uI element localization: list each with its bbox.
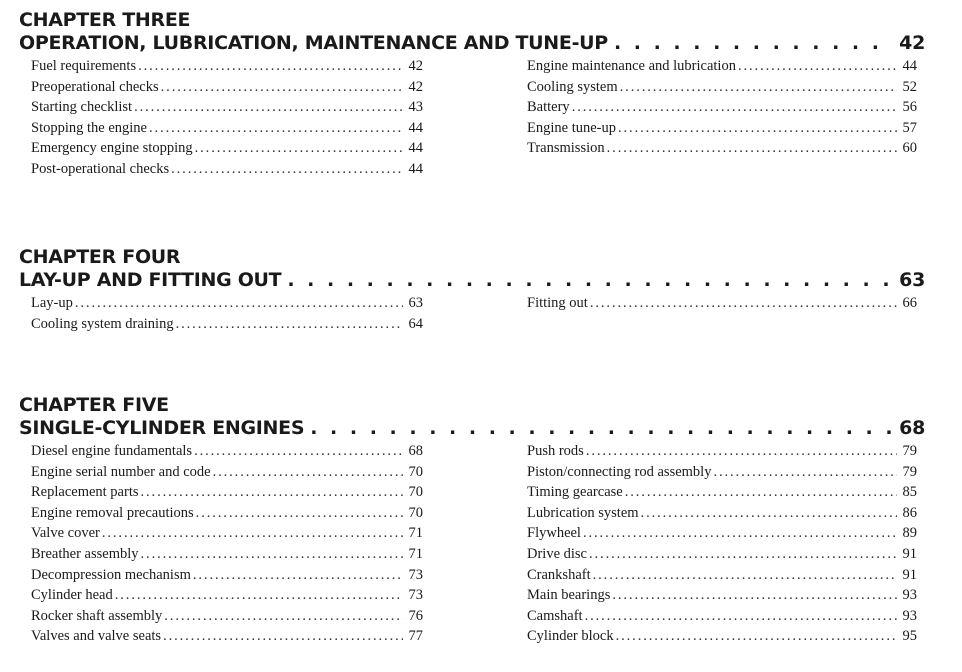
chapter-five bbox=[19, 394, 925, 647]
toc-entry-page: 71 bbox=[408, 545, 423, 562]
toc-entry-page: 52 bbox=[902, 78, 917, 95]
toc-entry-page: 86 bbox=[902, 504, 917, 521]
toc-entry[interactable] bbox=[527, 544, 917, 565]
toc-entry-page: 79 bbox=[902, 443, 917, 459]
toc-entry-page: 89 bbox=[902, 525, 917, 542]
toc-column-left bbox=[31, 56, 423, 180]
leader-dots bbox=[713, 462, 897, 483]
toc-entry[interactable] bbox=[527, 138, 917, 159]
toc-entry[interactable] bbox=[527, 503, 917, 524]
toc-entry-label: Preoperational checks bbox=[31, 78, 159, 95]
chapter-three bbox=[19, 9, 925, 180]
leader-dots bbox=[141, 482, 404, 503]
leader-dots bbox=[134, 97, 403, 118]
toc-entry[interactable] bbox=[31, 626, 423, 647]
toc-entry[interactable] bbox=[31, 138, 423, 159]
toc-entry-label: Flywheel bbox=[527, 525, 581, 542]
leader-dots bbox=[310, 416, 893, 440]
chapter-page: 68 bbox=[899, 417, 925, 439]
toc-entry-label: Lubrication system bbox=[527, 504, 639, 521]
leader-dots bbox=[213, 462, 403, 483]
toc-entry[interactable] bbox=[527, 626, 917, 647]
toc-entry-page: 44 bbox=[902, 58, 917, 74]
toc-entry-page: 76 bbox=[408, 607, 423, 624]
toc-entry-page: 42 bbox=[408, 78, 423, 95]
chapter-title-row[interactable] bbox=[19, 268, 925, 292]
chapter-number: CHAPTER THREE bbox=[19, 9, 191, 31]
toc-entry-label: Main bearings bbox=[527, 587, 611, 604]
leader-dots bbox=[141, 544, 403, 565]
chapter-number: CHAPTER FOUR bbox=[19, 246, 181, 268]
toc-entry-page: 93 bbox=[902, 607, 917, 624]
toc-entry[interactable] bbox=[31, 482, 423, 503]
toc-entry-page: 95 bbox=[902, 628, 917, 645]
chapter-four bbox=[19, 246, 925, 334]
toc-entry-label: Replacement parts bbox=[31, 484, 139, 501]
chapter-title: OPERATION, LUBRICATION, MAINTENANCE AND TUNE-UP bbox=[19, 32, 608, 54]
toc-entry-label: Engine maintenance and lubrication bbox=[527, 58, 736, 74]
toc-entry[interactable] bbox=[527, 523, 917, 544]
toc-entry-page: 71 bbox=[408, 525, 423, 542]
leader-dots bbox=[620, 77, 897, 98]
leader-dots bbox=[102, 523, 403, 544]
chapter-title: SINGLE-CYLINDER ENGINES bbox=[19, 417, 305, 439]
toc-entry-label: Fuel requirements bbox=[31, 58, 137, 74]
toc-entry-label: Battery bbox=[527, 99, 570, 116]
chapter-page: 42 bbox=[899, 32, 925, 54]
leader-dots bbox=[75, 293, 403, 314]
leader-dots bbox=[614, 31, 893, 55]
toc-entry-label: Fitting out bbox=[527, 295, 588, 311]
toc-entry-page: 63 bbox=[408, 295, 423, 311]
toc-column-right bbox=[527, 293, 917, 334]
toc-entry-label: Crankshaft bbox=[527, 566, 591, 583]
toc-entry-page: 73 bbox=[408, 587, 423, 604]
toc-entry[interactable] bbox=[31, 56, 423, 77]
toc-entry[interactable] bbox=[31, 462, 423, 483]
leader-dots bbox=[586, 441, 897, 462]
leader-dots bbox=[149, 118, 403, 139]
toc-entry-label: Rocker shaft assembly bbox=[31, 607, 163, 624]
toc-entry-label: Engine removal precautions bbox=[31, 504, 194, 521]
toc-entry-label: Transmission bbox=[527, 140, 605, 157]
chapter-number: CHAPTER FIVE bbox=[19, 394, 169, 416]
toc-entry[interactable] bbox=[31, 585, 423, 606]
leader-dots bbox=[585, 606, 897, 627]
toc-column-right bbox=[527, 441, 917, 647]
toc-entry-label: Post-operational checks bbox=[31, 160, 170, 177]
toc-entry-page: 91 bbox=[902, 545, 917, 562]
toc-entry-page: 73 bbox=[408, 566, 423, 583]
leader-dots bbox=[138, 56, 403, 77]
toc-entry[interactable] bbox=[31, 441, 423, 462]
toc-entry[interactable] bbox=[31, 503, 423, 524]
toc-entry-page: 56 bbox=[902, 99, 917, 116]
toc-entry-label: Cylinder head bbox=[31, 587, 113, 604]
leader-dots bbox=[193, 565, 403, 586]
leader-dots bbox=[593, 565, 897, 586]
toc-entry-page: 57 bbox=[902, 119, 917, 136]
leader-dots bbox=[616, 626, 897, 647]
toc-entry-label: Emergency engine stopping bbox=[31, 140, 193, 157]
leader-dots bbox=[115, 585, 403, 606]
toc-entry-label: Push rods bbox=[527, 443, 584, 459]
toc-entry[interactable] bbox=[31, 544, 423, 565]
toc-entry[interactable] bbox=[527, 462, 917, 483]
leader-dots bbox=[618, 118, 897, 139]
toc-entry[interactable] bbox=[527, 293, 917, 314]
toc-entry-label: Drive disc bbox=[527, 545, 587, 562]
leader-dots bbox=[163, 626, 403, 647]
toc-entry-page: 70 bbox=[408, 504, 423, 521]
toc-entry[interactable] bbox=[527, 565, 917, 586]
toc-entry[interactable] bbox=[31, 293, 423, 314]
toc-entry[interactable] bbox=[527, 482, 917, 503]
leader-dots bbox=[171, 159, 403, 180]
toc-entry-label: Decompression mechanism bbox=[31, 566, 191, 583]
toc-entry-page: 44 bbox=[408, 119, 423, 136]
toc-entry-label: Lay-up bbox=[31, 295, 73, 311]
leader-dots bbox=[164, 606, 403, 627]
toc-entry-page: 70 bbox=[408, 484, 423, 501]
toc-entry-page: 42 bbox=[408, 58, 423, 74]
toc-entry-label: Valves and valve seats bbox=[31, 628, 162, 645]
toc-entry-label: Cylinder block bbox=[527, 628, 614, 645]
toc-entry[interactable] bbox=[527, 441, 917, 462]
toc-entry[interactable] bbox=[31, 77, 423, 98]
toc-entry[interactable] bbox=[31, 523, 423, 544]
leader-dots bbox=[194, 441, 403, 462]
toc-entry-label: Engine tune-up bbox=[527, 119, 616, 136]
toc-entry-label: Diesel engine fundamentals bbox=[31, 443, 193, 459]
toc-entry-page: 60 bbox=[902, 140, 917, 157]
toc-entry[interactable] bbox=[527, 118, 917, 139]
toc-entry-label: Breather assembly bbox=[31, 545, 139, 562]
toc-entry[interactable] bbox=[31, 97, 423, 118]
toc-entry-label: Camshaft bbox=[527, 607, 583, 624]
leader-dots bbox=[607, 138, 897, 159]
toc-entry-page: 91 bbox=[902, 566, 917, 583]
toc-entry[interactable] bbox=[527, 77, 917, 98]
toc-entry-label: Cooling system bbox=[527, 78, 618, 95]
toc-entry-label: Timing gearcase bbox=[527, 484, 623, 501]
toc-entry-label: Cooling system draining bbox=[31, 315, 174, 332]
toc-entry-label: Engine serial number and code bbox=[31, 463, 211, 480]
toc-entry-page: 68 bbox=[408, 443, 423, 459]
leader-dots bbox=[195, 138, 403, 159]
toc-entry[interactable] bbox=[527, 97, 917, 118]
leader-dots bbox=[590, 293, 897, 314]
toc-entry-page: 44 bbox=[408, 160, 423, 177]
leader-dots bbox=[196, 503, 403, 524]
toc-entry[interactable] bbox=[31, 565, 423, 586]
toc-entry-label: Piston/connecting rod assembly bbox=[527, 463, 712, 480]
chapter-page: 63 bbox=[899, 269, 925, 291]
leader-dots bbox=[287, 268, 893, 292]
leader-dots bbox=[589, 544, 897, 565]
leader-dots bbox=[625, 482, 897, 503]
toc-entry-page: 79 bbox=[902, 463, 917, 480]
toc-entry[interactable] bbox=[31, 606, 423, 627]
toc-entry-page: 70 bbox=[408, 463, 423, 480]
toc-entry[interactable] bbox=[527, 56, 917, 77]
toc-entry[interactable] bbox=[31, 314, 423, 335]
leader-dots bbox=[583, 523, 897, 544]
toc-entry[interactable] bbox=[31, 159, 423, 180]
chapter-title: LAY-UP AND FITTING OUT bbox=[19, 269, 282, 291]
toc-entry-page: 43 bbox=[408, 99, 423, 116]
toc-column-left bbox=[31, 293, 423, 334]
leader-dots bbox=[641, 503, 897, 524]
leader-dots bbox=[176, 314, 403, 335]
toc-entry-label: Valve cover bbox=[31, 525, 100, 542]
toc-entry-label: Starting checklist bbox=[31, 99, 133, 116]
toc-column-right bbox=[527, 56, 917, 180]
toc-entry[interactable] bbox=[527, 585, 917, 606]
toc-entry-page: 44 bbox=[408, 140, 423, 157]
chapter-title-row[interactable] bbox=[19, 31, 925, 55]
leader-dots bbox=[161, 77, 403, 98]
leader-dots bbox=[572, 97, 897, 118]
toc-entry-page: 66 bbox=[902, 295, 917, 311]
toc-entry[interactable] bbox=[527, 606, 917, 627]
toc-entry-page: 77 bbox=[408, 628, 423, 645]
toc-entry-label: Stopping the engine bbox=[31, 119, 147, 136]
leader-dots bbox=[738, 56, 897, 77]
toc-entry-page: 64 bbox=[408, 315, 423, 332]
toc-column-left bbox=[31, 441, 423, 647]
toc-entry[interactable] bbox=[31, 118, 423, 139]
chapter-title-row[interactable] bbox=[19, 416, 925, 440]
leader-dots bbox=[612, 585, 897, 606]
toc-entry-page: 93 bbox=[902, 587, 917, 604]
toc-entry-page: 85 bbox=[902, 484, 917, 501]
